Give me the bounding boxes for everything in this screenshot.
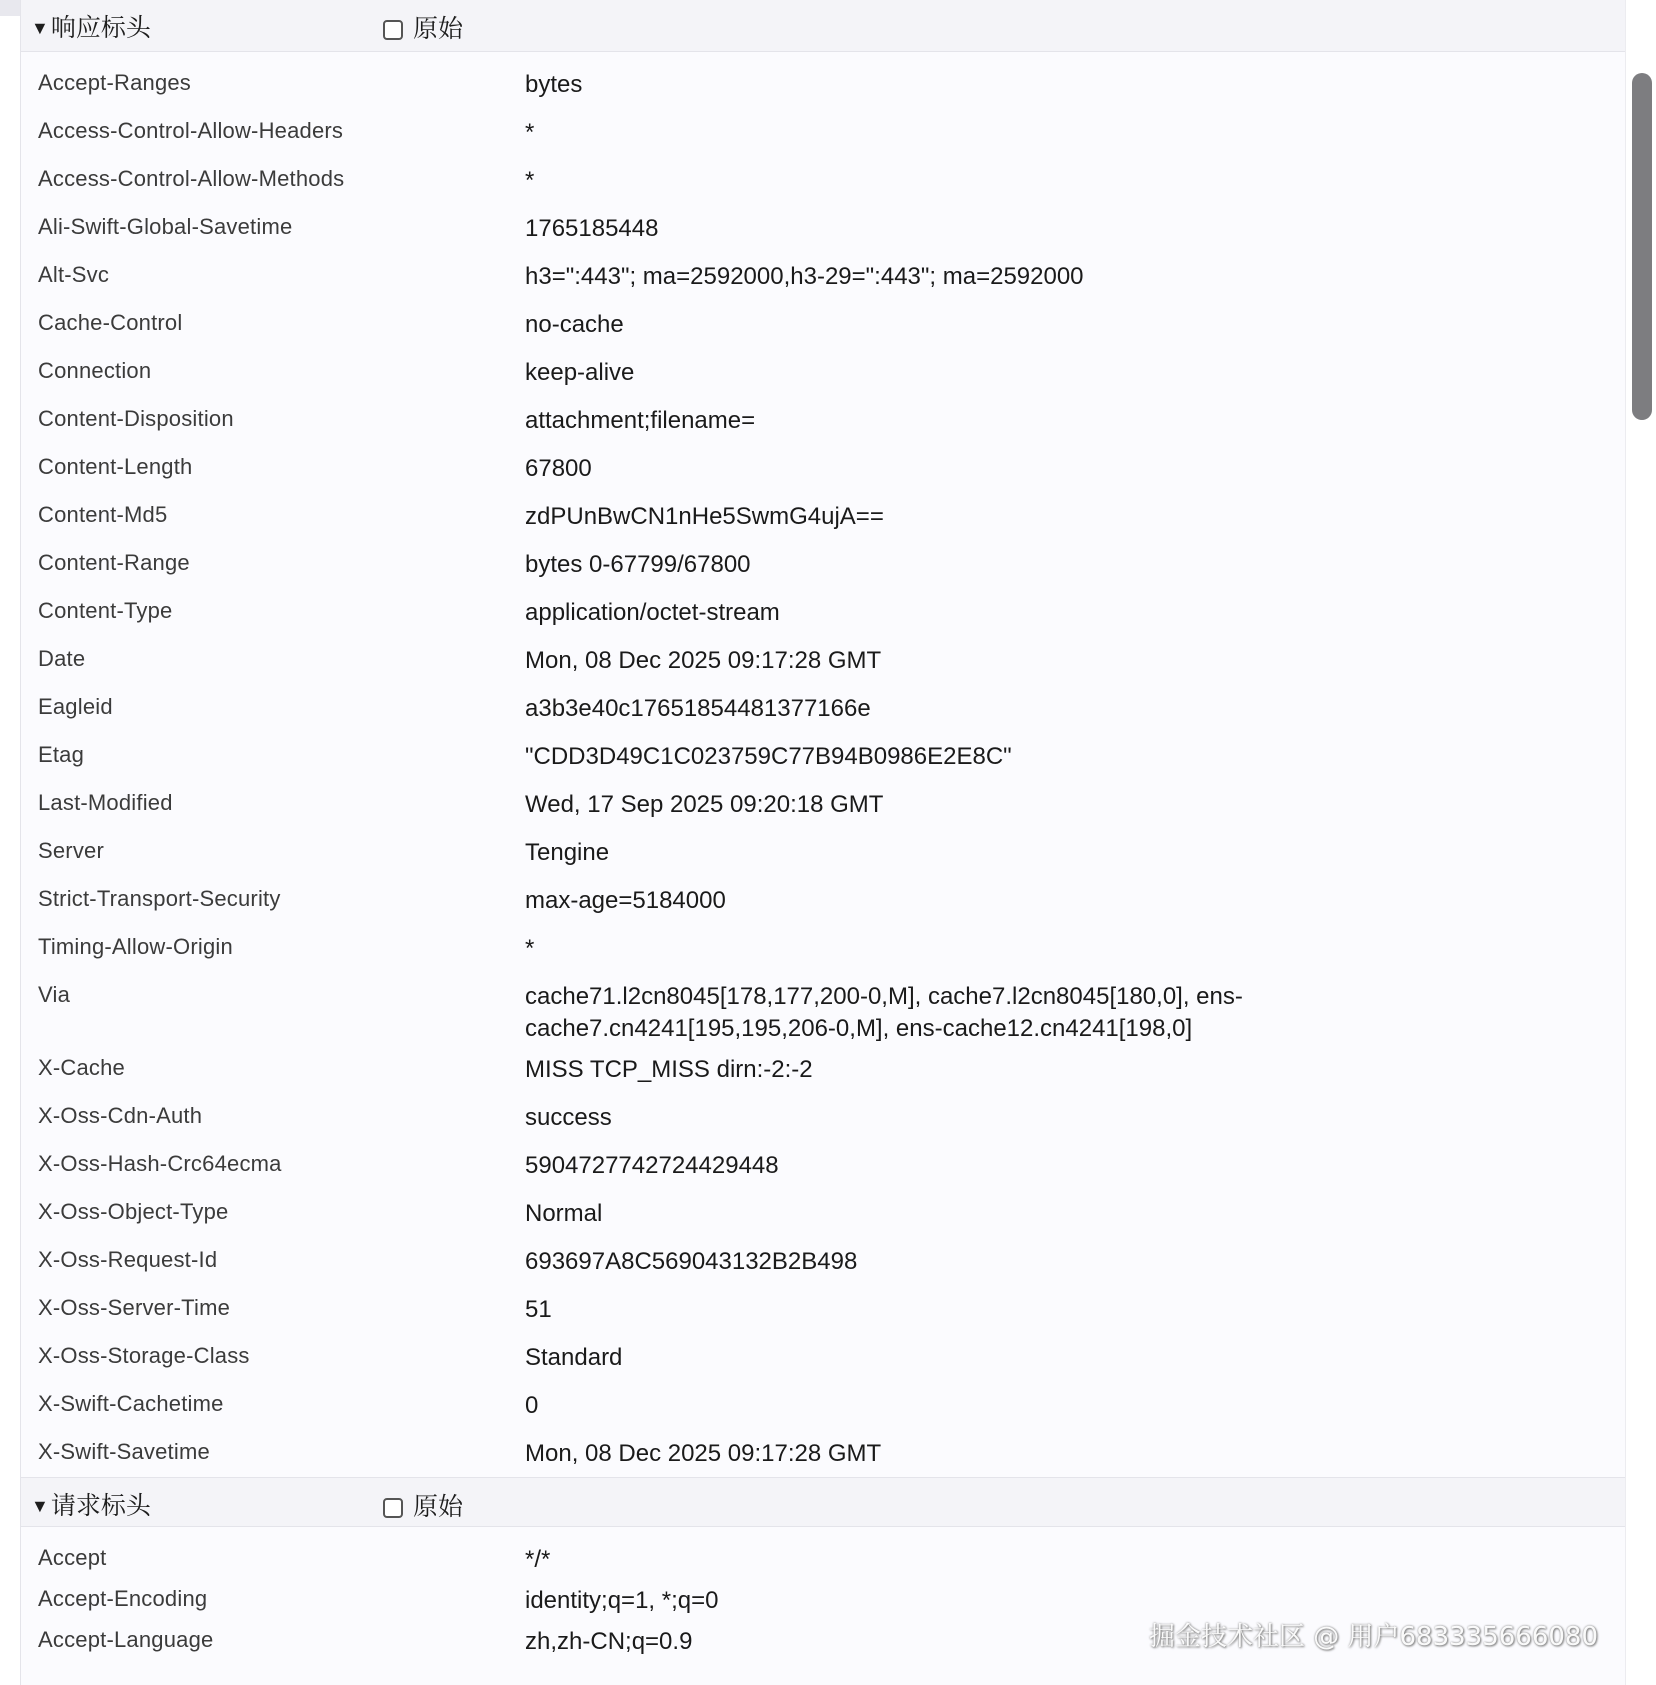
response-headers-section-header xyxy=(21,0,1626,52)
header-row xyxy=(21,348,1626,396)
scrollbar-thumb[interactable] xyxy=(1632,73,1652,420)
header-row xyxy=(21,108,1626,156)
header-name: Last-Modified xyxy=(38,790,173,815)
header-name: Content-Disposition xyxy=(38,406,234,431)
header-row xyxy=(21,444,1626,492)
header-name: Content-Length xyxy=(38,454,193,479)
header-value: */* xyxy=(525,1546,551,1573)
request-headers-section-header xyxy=(21,1477,1626,1527)
header-row xyxy=(21,1429,1626,1477)
header-row xyxy=(21,1333,1626,1381)
header-name: Ali-Swift-Global-Savetime xyxy=(38,214,293,239)
header-row xyxy=(21,156,1626,204)
header-name: X-Cache xyxy=(38,1055,125,1080)
header-value: success xyxy=(525,1104,612,1131)
header-name: Content-Range xyxy=(38,550,190,575)
header-name: Etag xyxy=(38,742,85,767)
header-name: Timing-Allow-Origin xyxy=(38,934,233,959)
watermark: 掘金技术社区 @ 用户683335666080 xyxy=(1148,1622,1598,1652)
header-value: 0 xyxy=(525,1392,539,1419)
header-name: X-Oss-Storage-Class xyxy=(38,1343,250,1368)
header-value: bytes 0-67799/67800 xyxy=(525,551,751,578)
response-headers-list xyxy=(21,52,1626,1477)
response-raw-checkbox[interactable] xyxy=(383,20,403,40)
header-value: "CDD3D49C1C023759C77B94B0986E2E8C" xyxy=(525,743,1012,770)
header-row xyxy=(21,252,1626,300)
header-row xyxy=(21,1535,1626,1576)
header-name: X-Oss-Hash-Crc64ecma xyxy=(38,1151,282,1176)
response-raw-label: 原始 xyxy=(413,15,464,43)
header-value: 51 xyxy=(525,1296,552,1323)
header-row xyxy=(21,1189,1626,1237)
request-raw-label: 原始 xyxy=(413,1493,464,1521)
response-raw-toggle[interactable] xyxy=(383,9,463,45)
header-name: Accept-Ranges xyxy=(38,70,192,95)
header-name: Cache-Control xyxy=(38,310,183,335)
header-row xyxy=(21,972,1626,1045)
header-row xyxy=(21,924,1626,972)
header-row xyxy=(21,684,1626,732)
header-row xyxy=(21,1381,1626,1429)
header-value: no-cache xyxy=(525,311,624,338)
header-value: 5904727742724429448 xyxy=(525,1152,779,1179)
header-row xyxy=(21,732,1626,780)
header-name: Content-Md5 xyxy=(38,502,168,527)
header-name: X-Oss-Request-Id xyxy=(38,1247,218,1272)
header-name: Access-Control-Allow-Methods xyxy=(38,166,345,191)
header-name: Via xyxy=(38,982,70,1007)
header-name: Alt-Svc xyxy=(38,262,110,287)
triangle-down-icon: ▼ xyxy=(31,1496,49,1516)
header-name: X-Oss-Cdn-Auth xyxy=(38,1103,203,1128)
header-name: Connection xyxy=(38,358,152,383)
header-name: Date xyxy=(38,646,86,671)
header-value: attachment;filename= xyxy=(525,407,756,434)
header-row xyxy=(21,396,1626,444)
header-value: Mon, 08 Dec 2025 09:17:28 GMT xyxy=(525,1440,882,1467)
vertical-scrollbar[interactable] xyxy=(1625,0,1656,1685)
header-value: zdPUnBwCN1nHe5SwmG4ujA== xyxy=(525,503,884,530)
request-raw-checkbox[interactable] xyxy=(383,1498,403,1518)
header-row xyxy=(21,492,1626,540)
header-value: * xyxy=(525,167,535,194)
header-value: application/octet-stream xyxy=(525,599,780,626)
header-value: Mon, 08 Dec 2025 09:17:28 GMT xyxy=(525,647,882,674)
header-name: Content-Type xyxy=(38,598,173,623)
header-row xyxy=(21,636,1626,684)
gutter-tick xyxy=(0,0,20,16)
header-value: Normal xyxy=(525,1200,603,1227)
header-row xyxy=(21,876,1626,924)
response-headers-toggle[interactable] xyxy=(31,8,151,44)
header-name: Accept-Language xyxy=(38,1627,214,1652)
header-value: * xyxy=(525,935,535,962)
header-name: Access-Control-Allow-Headers xyxy=(38,118,344,143)
header-value: max-age=5184000 xyxy=(525,887,726,914)
header-name: Server xyxy=(38,838,104,863)
header-value: h3=":443"; ma=2592000,h3-29=":443"; ma=2592000 xyxy=(525,263,1084,290)
header-row xyxy=(21,1141,1626,1189)
header-value: zh,zh-CN;q=0.9 xyxy=(525,1628,693,1655)
header-name: Accept xyxy=(38,1545,107,1570)
header-row xyxy=(21,204,1626,252)
header-row xyxy=(21,588,1626,636)
header-value: identity;q=1, *;q=0 xyxy=(525,1587,719,1614)
header-name: Accept-Encoding xyxy=(38,1586,208,1611)
request-headers-title: 请求标头 xyxy=(50,1492,151,1520)
header-value: Tengine xyxy=(525,839,610,866)
header-value: 67800 xyxy=(525,455,592,482)
header-value: 693697A8C569043132B2B498 xyxy=(525,1248,858,1275)
response-headers-title: 响应标头 xyxy=(50,14,151,42)
headers-panel xyxy=(21,0,1626,1685)
header-value: a3b3e40c17651854481377166e xyxy=(525,695,871,722)
header-name: Strict-Transport-Security xyxy=(38,886,281,911)
header-row xyxy=(21,1576,1626,1617)
header-value: bytes xyxy=(525,71,583,98)
header-value: MISS TCP_MISS dirn:-2:-2 xyxy=(525,1056,813,1083)
triangle-down-icon: ▼ xyxy=(31,18,49,38)
header-row xyxy=(21,540,1626,588)
header-name: X-Oss-Server-Time xyxy=(38,1295,231,1320)
header-row xyxy=(21,1093,1626,1141)
header-row xyxy=(21,1237,1626,1285)
header-value: Wed, 17 Sep 2025 09:20:18 GMT xyxy=(525,791,884,818)
header-row xyxy=(21,300,1626,348)
header-value: cache71.l2cn8045[178,177,200-0,M], cache7.l2cn8045[180,0], ens-cache7.cn4241[195,195,206-0,M], ens-cache12.cn4241[198,0] xyxy=(525,983,1243,1042)
header-name: X-Oss-Object-Type xyxy=(38,1199,229,1224)
request-raw-toggle[interactable] xyxy=(383,1487,463,1523)
header-row xyxy=(21,780,1626,828)
header-value: * xyxy=(525,119,535,146)
header-value: keep-alive xyxy=(525,359,635,386)
header-value: 1765185448 xyxy=(525,215,659,242)
header-name: X-Swift-Savetime xyxy=(38,1439,210,1464)
header-row xyxy=(21,1045,1626,1093)
header-row xyxy=(21,828,1626,876)
left-gutter xyxy=(0,0,21,1685)
header-name: X-Swift-Cachetime xyxy=(38,1391,224,1416)
header-row xyxy=(21,60,1626,108)
header-row xyxy=(21,1285,1626,1333)
request-headers-toggle[interactable] xyxy=(31,1486,151,1522)
header-name: Eagleid xyxy=(38,694,113,719)
header-value: Standard xyxy=(525,1344,623,1371)
